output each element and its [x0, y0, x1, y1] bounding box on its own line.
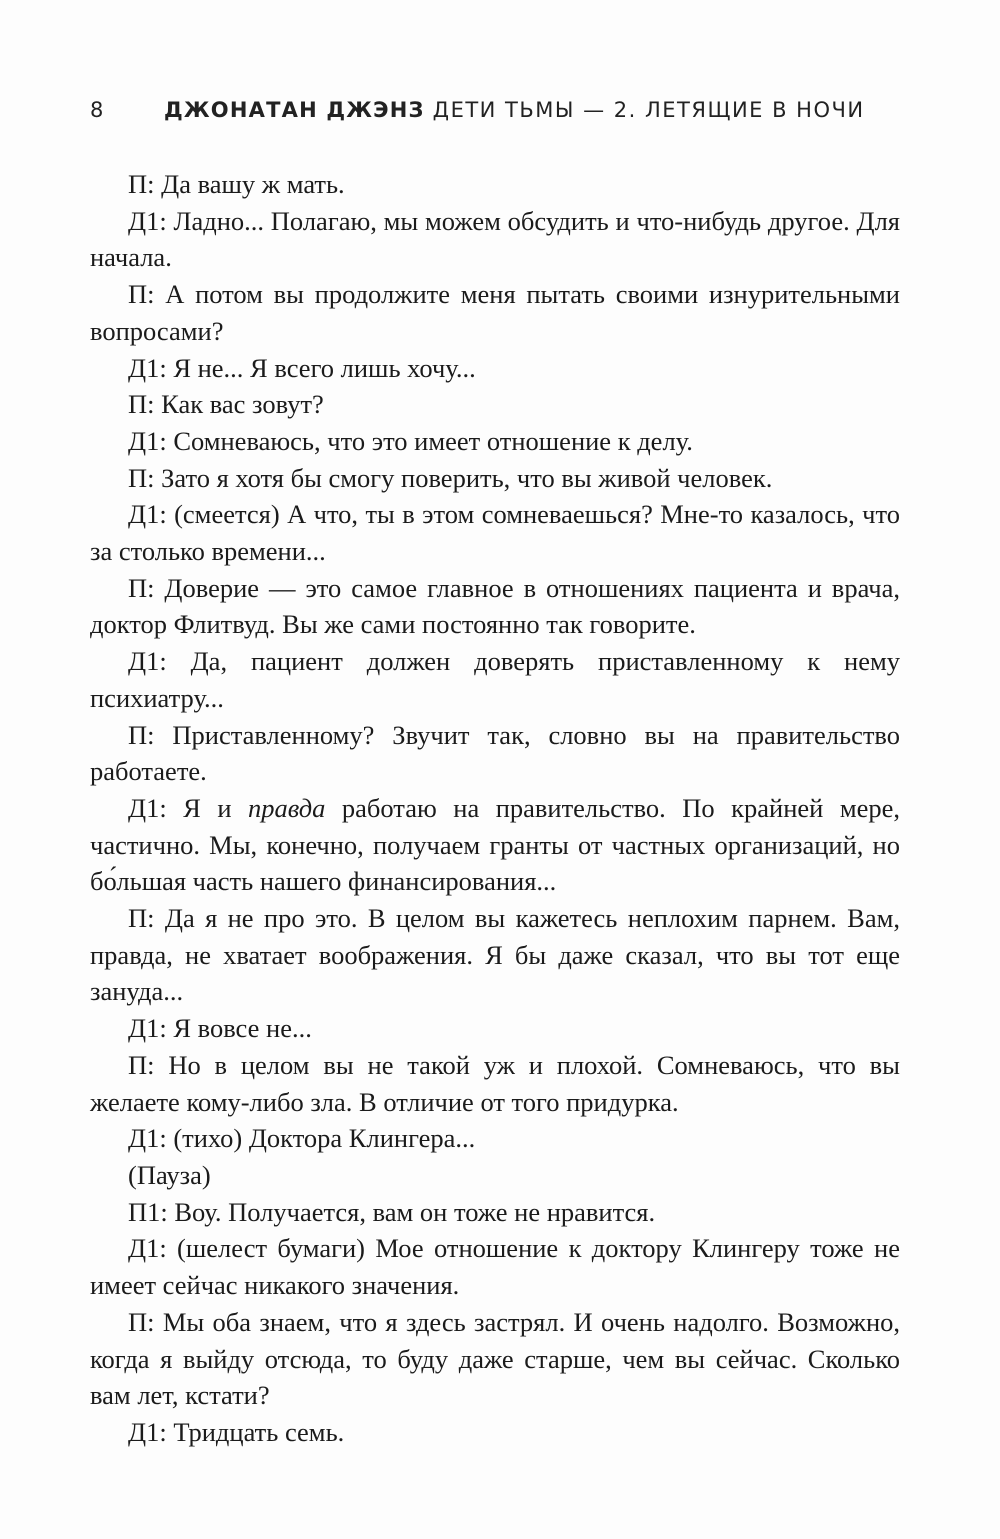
- stage-direction: (Пауза): [128, 1159, 211, 1190]
- dialogue-text: Д1: Я и: [128, 792, 249, 823]
- dialogue-line: Д1: Тридцать семь.: [128, 1416, 345, 1447]
- book-title: ДЕТИ ТЬМЫ — 2. ЛЕТЯЩИЕ В НОЧИ: [432, 98, 865, 122]
- dialogue-line: П: Зато я хотя бы смогу поверить, что вы живой человек.: [128, 462, 773, 493]
- dialogue-line: Д1: Я вовсе не...: [128, 1013, 312, 1044]
- dialogue-line: П: Да я не про это. В целом вы кажетесь неплохим парнем. Вам, правда, не хватает воображения. Я бы даже сказал, что вы тот еще зануда...: [90, 903, 900, 1007]
- dialogue-line: П: Приставленному? Звучит так, словно вы на правительство работаете.: [90, 719, 900, 787]
- dialogue-line: П: Доверие — это самое главное в отношениях пациента и врача, доктор Флитвуд. Вы же сами постоянно так говорите.: [90, 572, 900, 640]
- dialogue-line: П: А потом вы продолжите меня пытать своими изнурительными вопросами?: [90, 279, 900, 346]
- running-head: [90, 98, 910, 132]
- dialogue-line: Д1: (шелест бумаги) Мое отношение к доктору Клингеру тоже не имеет сейчас никакого значения.: [90, 1233, 900, 1301]
- italic-emphasis: правда: [248, 792, 326, 823]
- body-text: [90, 166, 900, 1451]
- dialogue-line: Д1: (смеется) А что, ты в этом сомневаешься? Мне-то казалось, что за столько времени...: [90, 499, 900, 567]
- dialogue-line: П: Как вас зовут?: [128, 389, 324, 420]
- dialogue-line: П: Мы оба знаем, что я здесь застрял. И очень надолго. Возможно, когда я выйду отсюда, то буду даже старше, чем вы сейчас. Сколько вам лет, кстати?: [90, 1306, 900, 1411]
- dialogue-line: Д1: Да, пациент должен доверять приставленному к нему психиатру...: [90, 646, 900, 713]
- author-name: ДЖОНАТАН ДЖЭНЗ: [164, 98, 425, 122]
- dialogue-line: Д1: (тихо) Доктора Клингера...: [128, 1123, 476, 1154]
- dialogue-line: Д1: Я не... Я всего лишь хочу...: [128, 352, 476, 383]
- dialogue-line: [90, 790, 900, 900]
- dialogue-text: работаю на правительство. По крайней мере, частично. Мы, конечно, получаем гранты от частных организаций, но бо́льшая часть нашего финансирования...: [90, 792, 900, 897]
- dialogue-line: П1: Воу. Получается, вам он тоже не нравится.: [128, 1196, 656, 1227]
- dialogue-line: П: Но в целом вы не такой уж и плохой. Сомневаюсь, что вы желаете кому-либо зла. В отличие от того придурка.: [90, 1049, 900, 1117]
- page-number: 8: [90, 98, 105, 122]
- dialogue-line: П: Да вашу ж мать.: [128, 169, 345, 199]
- dialogue-line: Д1: Ладно... Полагаю, мы можем обсудить и что-нибудь другое. Для начала.: [90, 205, 900, 273]
- dialogue-line: Д1: Сомневаюсь, что это имеет отношение к делу.: [128, 425, 693, 456]
